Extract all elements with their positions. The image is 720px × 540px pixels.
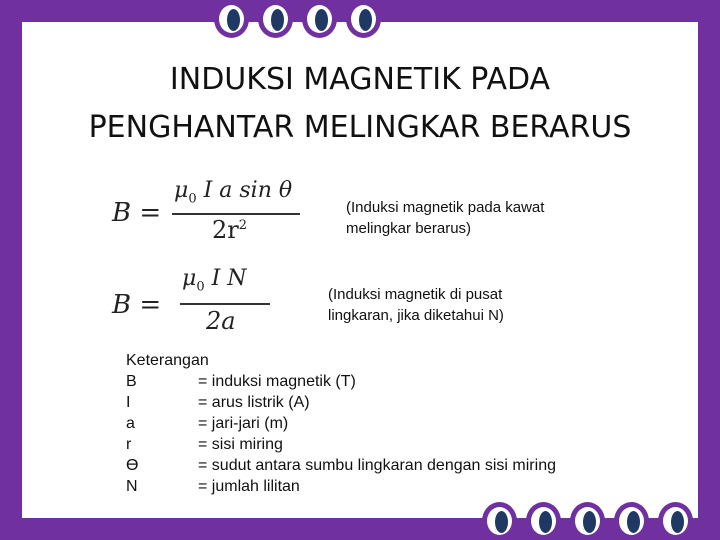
- legend-desc: = jumlah lilitan: [198, 478, 300, 495]
- legend-desc: = sudut antara sumbu lingkaran dengan sisi miring: [198, 457, 556, 474]
- denominator-exponent: 2: [238, 218, 248, 233]
- binder-ring-icon: [346, 0, 381, 38]
- slide-title: [0, 56, 720, 152]
- note-2-line-2: lingkaran, jika diketahui N): [328, 307, 504, 324]
- numerator-terms: I N: [204, 266, 247, 291]
- legend-desc: = jari-jari (m): [198, 415, 289, 432]
- formula-1-denominator: [212, 216, 247, 244]
- note-1-line-1: (Induksi magnetik pada kawat: [346, 199, 545, 216]
- formula-2-lhs: B =: [112, 290, 162, 320]
- legend-symbol: I: [126, 394, 131, 411]
- binder-ring-icon: [614, 502, 649, 540]
- legend-desc: = sisi miring: [198, 436, 283, 453]
- legend-row: [126, 476, 556, 497]
- mu-symbol: μ: [182, 266, 197, 291]
- formula-1-lhs: B =: [112, 198, 162, 228]
- legend-symbol: B: [126, 373, 137, 390]
- binder-ring-icon: [658, 502, 693, 540]
- formula-1-note: [346, 197, 544, 239]
- legend-row: [126, 434, 556, 455]
- legend-row: [126, 371, 556, 392]
- binder-ring-icon: [526, 502, 561, 540]
- legend-symbol: N: [126, 478, 138, 495]
- note-2-line-1: (Induksi magnetik di pusat: [328, 286, 503, 303]
- denominator-base: 2r: [212, 216, 239, 244]
- formula-2-numerator: [182, 266, 247, 294]
- binder-rings-bottom: [482, 502, 693, 540]
- legend-block: [126, 350, 556, 497]
- legend-desc: = arus listrik (A): [198, 394, 310, 411]
- binder-ring-icon: [482, 502, 517, 540]
- legend-symbol: ϴ: [126, 457, 139, 474]
- mu-symbol: μ: [174, 178, 189, 203]
- binder-ring-icon: [570, 502, 605, 540]
- note-1-line-2: melingkar berarus): [346, 220, 472, 237]
- fraction-bar: [172, 213, 300, 215]
- legend-symbol: r: [126, 436, 132, 453]
- legend-symbol: a: [126, 415, 135, 432]
- binder-ring-icon: [258, 0, 293, 38]
- mu-subscript: 0: [196, 279, 205, 295]
- fraction-bar: [180, 303, 270, 305]
- mu-subscript: 0: [188, 191, 197, 207]
- binder-ring-icon: [214, 0, 249, 38]
- binder-ring-icon: [302, 0, 337, 38]
- legend-desc: = induksi magnetik (T): [198, 373, 356, 390]
- legend-row: [126, 455, 556, 476]
- title-line-2: PENGHANTAR MELINGKAR BERARUS: [88, 110, 632, 145]
- formula-2-note: [328, 284, 504, 326]
- legend-row: [126, 413, 556, 434]
- formula-2-denominator: 2a: [206, 307, 236, 335]
- title-line-1: INDUKSI MAGNETIK PADA: [169, 62, 551, 97]
- numerator-terms: I a sin θ: [196, 178, 293, 203]
- legend-row: [126, 392, 556, 413]
- binder-rings-top: [214, 0, 381, 38]
- formula-1-numerator: [174, 178, 292, 206]
- legend-heading: Keterangan: [126, 352, 209, 369]
